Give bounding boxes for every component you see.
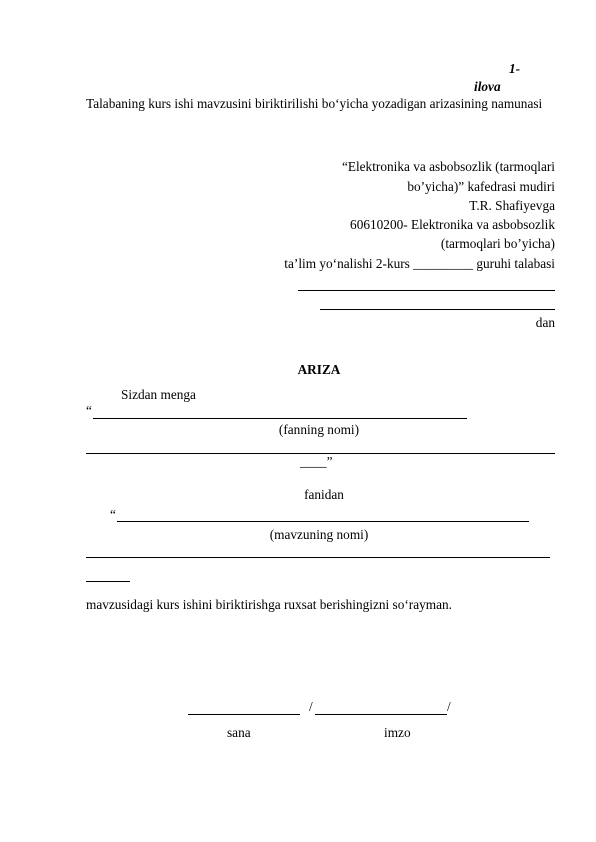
- slash-left: /: [309, 699, 313, 714]
- topic-name-blank-3[interactable]: [86, 581, 130, 582]
- slash-right: /: [447, 699, 451, 714]
- document-heading: Talabaning kurs ishi mavzusini biriktirilishi bo‘yicha yozadigan arizasining namunasi: [86, 96, 543, 111]
- addressee-line-5: (tarmoqlari bo’yicha): [440, 236, 555, 251]
- addressee-line-4: 60610200- Elektronika va asbobsozlik: [350, 217, 555, 232]
- request-intro: Sizdan menga: [121, 387, 196, 402]
- topic-caption: (mavzuning nomi): [269, 527, 369, 542]
- appendix-label: ilova: [474, 79, 501, 94]
- addressee-line-3: T.R. Shafiyevga: [469, 198, 555, 213]
- subject-name-blank[interactable]: [93, 418, 467, 419]
- topic-name-blank[interactable]: [117, 521, 529, 522]
- signature-blank[interactable]: [315, 714, 447, 715]
- addressee-line-1: “Elektronika va asbobsozlik (tarmoqlari: [341, 159, 555, 174]
- request-text: mavzusidagi kurs ishini biriktirishga ruxsat berishingizni so‘rayman.: [86, 597, 452, 612]
- document-title: ARIZA: [297, 362, 341, 377]
- addressee-line-2: bo’yicha)” kafedrasi mudiri: [407, 179, 555, 194]
- addressee-line-6: ta’lim yo‘nalishi 2-kurs _________ guruhi talabasi: [284, 256, 555, 271]
- signature-label: imzo: [384, 725, 411, 740]
- sender-name-blank-2[interactable]: [320, 309, 555, 310]
- from-subject-text: fanidan: [304, 487, 344, 502]
- open-quote-subject: “: [86, 403, 92, 418]
- topic-name-blank-2[interactable]: [86, 557, 550, 558]
- close-quote-subject: ____”: [300, 454, 333, 469]
- sender-name-blank-1[interactable]: [298, 290, 555, 291]
- open-quote-topic: “: [110, 507, 116, 522]
- appendix-number: 1-: [509, 61, 521, 76]
- subject-caption: (fanning nomi): [278, 422, 360, 437]
- addressee-from: dan: [535, 315, 555, 330]
- date-blank[interactable]: [188, 714, 300, 715]
- date-label: sana: [227, 725, 251, 740]
